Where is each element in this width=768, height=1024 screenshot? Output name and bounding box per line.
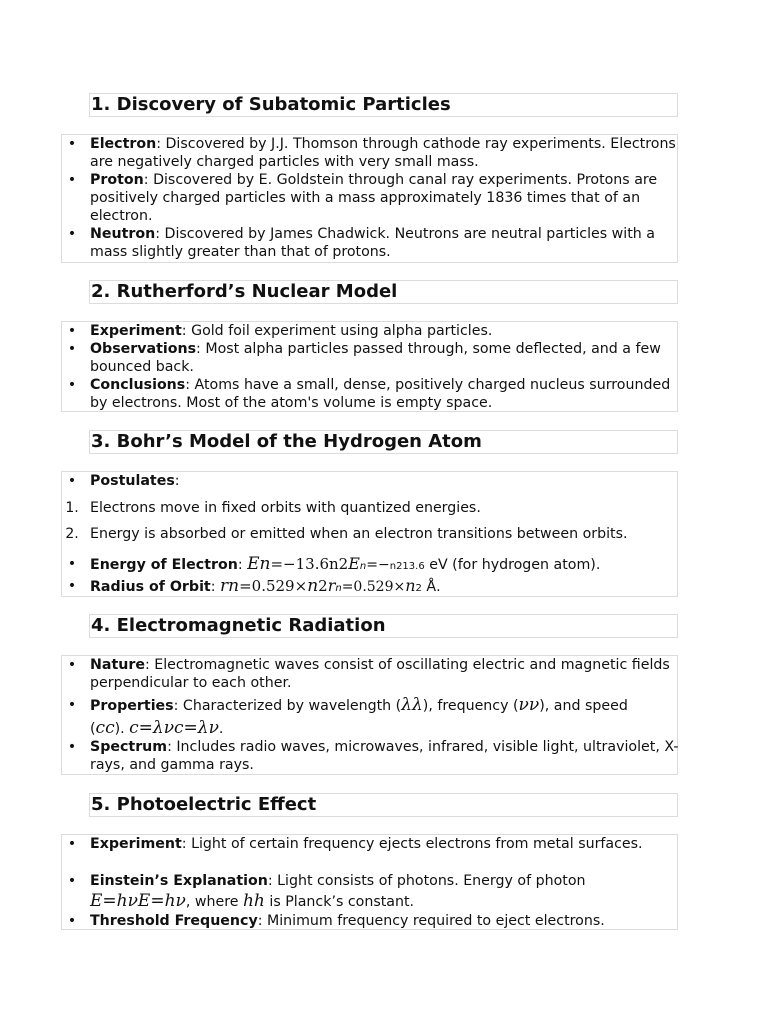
item-label: Electron [90,136,157,152]
item-text: eV (for hydrogen atom). [424,557,601,573]
section-5-list [61,834,678,930]
item-label: Conclusions [90,377,186,393]
item-text: ), and speed [539,698,628,714]
item-label: Experiment [90,836,182,852]
radius-formula: =0.529× [239,577,308,595]
list-item [67,871,680,912]
section-2-heading: 2. Rutherford’s Nuclear Model [89,280,678,304]
item-text: , where [185,894,243,910]
item-label: Threshold Frequency [90,913,258,929]
list-item-postulates [67,472,680,490]
photon-energy-equation: E=hνE=hν [90,891,186,911]
section-4-heading: 4. Electromagnetic Radiation [89,614,678,638]
item-label: Einstein’s Explanation [90,873,268,889]
item-text: : [174,473,180,489]
item-text: : Discovered by James Chadwick. Neutrons are neutral particles with a mass slightly greater than that of protons. [90,226,655,260]
energy-formula: E [348,554,360,573]
item-text: . [218,721,224,737]
section-3-list [61,471,678,597]
item-text: ( [90,721,96,737]
planck-symbol: hh [242,891,265,911]
bullet-marker: • [67,739,77,755]
radius-formula: r [327,576,336,595]
section-5-heading: 5. Photoelectric Effect [89,793,678,817]
item-label: Nature [90,657,145,673]
item-text: : Electromagnetic waves consist of oscillating electric and magnetic fields perpendicular to each other. [90,657,670,691]
bullet-marker: • [67,657,77,673]
list-item [67,912,680,930]
radius-superscript: 2 [415,583,422,594]
item-text: ), frequency ( [422,698,519,714]
item-text: : Discovered by J.J. Thomson through cathode ray experiments. Electrons are negatively charged particles with very small mass. [90,136,676,170]
item-label: Properties [90,698,174,714]
item-text: Energy is absorbed or emitted when an electron transitions between orbits. [90,526,628,542]
section-1-list [61,134,678,263]
list-item [67,376,680,412]
item-label: Experiment [90,323,182,339]
radius-formula: rn [220,576,240,596]
item-text: : Most alpha particles passed through, some deflected, and a few bounced back. [90,341,661,375]
item-text: : Light consists of photons. Energy of photon [267,873,586,889]
list-item [67,171,680,225]
speed-symbol: cc [95,718,115,738]
item-label: Spectrum [90,739,168,755]
item-label: Observations [90,341,197,357]
item-label: Proton [90,172,144,188]
item-text: ). [114,721,130,737]
list-item [67,135,680,171]
numbered-item [65,525,680,543]
wavelength-symbol: λλ [401,695,423,715]
item-text: : Atoms have a small, dense, positively charged nucleus surrounded by electrons. Most of the atom's volume is empty space. [90,377,671,411]
item-text: Electrons move in fixed orbits with quantized energies. [90,500,481,516]
item-label: Radius of Orbit [90,579,211,595]
energy-formula: En [247,554,271,574]
section-3-heading: 3. Bohr’s Model of the Hydrogen Atom [89,430,678,454]
list-item [67,835,680,853]
item-text: : Minimum frequency required to eject electrons. [257,913,605,929]
item-text: is Planck’s constant. [264,894,415,910]
list-item [67,694,680,740]
bullet-marker: • [67,836,77,852]
energy-fraction: n213.6 [389,561,425,572]
bullet-marker: • [67,913,77,929]
item-text: : Gold foil experiment using alpha particles. [181,323,493,339]
item-text: : Light of certain frequency ejects electrons from metal surfaces. [181,836,643,852]
energy-formula: =−13.6n2 [270,555,349,573]
bullet-marker: • [67,377,77,393]
item-text: : Includes radio waves, microwaves, infrared, visible light, ultraviolet, X-rays, and gamma rays. [90,739,679,773]
item-label: Neutron [90,226,156,242]
list-item-energy [67,554,680,577]
item-text: : [210,579,221,595]
bullet-marker: • [67,578,77,594]
item-text: : Discovered by E. Goldstein through canal ray experiments. Protons are positively charged particles with a mass approximately 1836 times that of an electron. [90,172,658,224]
wave-equation: c=λνc=λν [129,718,219,738]
section-4-list [61,655,678,775]
bullet-marker: • [67,873,77,889]
radius-formula: n [307,576,319,596]
list-item-radius [67,576,680,599]
energy-formula: =− [366,557,390,573]
number-marker: 1. [65,500,79,516]
item-label: Postulates [90,473,175,489]
bullet-marker: • [67,136,77,152]
radius-subscript: n [335,583,342,594]
bullet-marker: • [67,172,77,188]
list-item [67,738,680,774]
radius-formula: =0.529× [341,579,406,595]
radius-formula: n [405,576,416,595]
frequency-symbol: νν [518,695,540,715]
item-text: : [237,557,248,573]
bullet-marker: • [67,556,77,572]
list-item [67,656,680,692]
item-text: : Characterized by wavelength ( [173,698,402,714]
list-item [67,225,680,261]
bullet-marker: • [67,341,77,357]
number-marker: 2. [65,526,79,542]
item-label: Energy of Electron [90,557,238,573]
item-text: Å. [421,579,441,595]
bullet-marker: • [67,697,77,713]
section-2-list [61,321,678,412]
bullet-marker: • [67,226,77,242]
radius-formula: 2 [318,577,328,595]
energy-subscript: n [359,561,367,572]
bullet-marker: • [67,323,77,339]
list-item [67,340,680,376]
numbered-item [65,499,680,517]
section-1-heading: 1. Discovery of Subatomic Particles [89,93,678,117]
bullet-marker: • [67,473,77,489]
list-item [67,322,680,340]
